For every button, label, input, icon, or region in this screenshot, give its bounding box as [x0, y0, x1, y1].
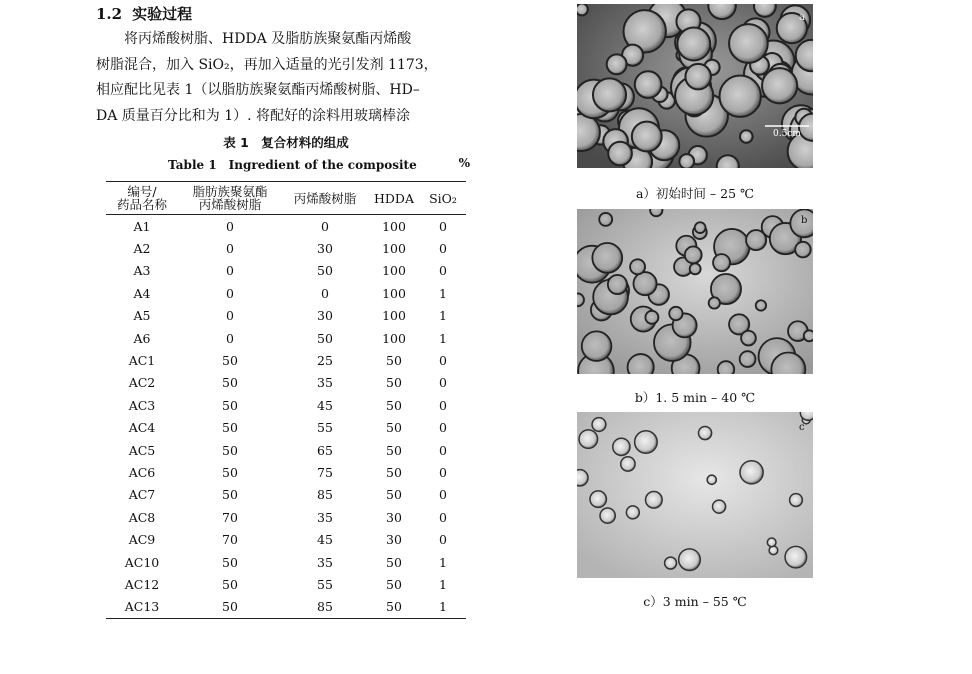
- table-cell: 0: [226, 218, 234, 234]
- table-cell: 0: [226, 308, 234, 324]
- micrograph-b: [577, 209, 813, 374]
- droplet-mark: [632, 122, 662, 152]
- figure-c-photo: [577, 412, 813, 578]
- droplet-mark: [634, 272, 657, 295]
- paragraph-line: 树脂混合，加入 SiO₂，再加入适量的光引发剂 1173，: [96, 56, 438, 73]
- droplet-mark: [804, 330, 813, 341]
- droplet-mark: [579, 430, 598, 449]
- header-sio2: SiO₂: [420, 182, 466, 215]
- droplet-mark: [698, 426, 711, 439]
- droplet-mark: [608, 275, 627, 294]
- table-cell: 50: [222, 487, 238, 503]
- droplet-mark: [635, 71, 662, 98]
- droplet-mark: [685, 64, 711, 90]
- table-caption-cn: 表 1 复合材料的组成: [223, 135, 349, 150]
- droplet-mark: [713, 500, 726, 513]
- table-cell: 100: [382, 218, 406, 234]
- droplet-mark: [650, 209, 662, 216]
- table-cell: AC7: [128, 487, 156, 503]
- table-cell: AC2: [128, 375, 156, 391]
- figure-a-photo: [577, 4, 813, 168]
- droplet-mark: [709, 297, 720, 308]
- table-header-row: [106, 182, 466, 215]
- table-cell: 50: [386, 487, 402, 503]
- table-row: [106, 327, 466, 349]
- droplet-mark: [679, 549, 701, 571]
- table-cell: A3: [133, 263, 151, 279]
- table-row: [106, 439, 466, 461]
- table-cell: 50: [386, 442, 402, 458]
- table-cell: 0: [321, 285, 329, 301]
- table-row: [106, 417, 466, 439]
- droplet-mark: [630, 259, 645, 274]
- droplet-mark: [669, 307, 682, 320]
- section-number: 1.2: [96, 5, 123, 23]
- table-cell: 1: [439, 330, 447, 346]
- panel-label-c: c: [799, 422, 805, 433]
- droplet-mark: [628, 354, 654, 374]
- table-cell: 50: [222, 375, 238, 391]
- droplet-mark: [713, 254, 730, 271]
- table-cell: 0: [226, 330, 234, 346]
- droplet-mark: [790, 494, 803, 507]
- droplet-mark: [719, 76, 760, 117]
- droplet-mark: [590, 491, 606, 507]
- droplet-mark: [690, 263, 701, 274]
- droplet-mark: [646, 492, 663, 509]
- table-row: [106, 484, 466, 506]
- droplet-mark: [762, 68, 797, 103]
- droplet-mark: [577, 4, 588, 15]
- table-cell: 50: [222, 397, 238, 413]
- droplet-mark: [729, 24, 768, 63]
- table-row: [106, 215, 466, 238]
- droplet-mark: [718, 361, 735, 374]
- figure-b-photo: [577, 209, 813, 374]
- table-cell: 50: [178, 596, 282, 619]
- table-cell: 50: [386, 375, 402, 391]
- droplet-mark: [592, 243, 622, 273]
- table-cell: AC6: [128, 464, 156, 480]
- droplet-mark: [679, 154, 694, 168]
- table-cell: 0: [439, 397, 447, 413]
- table-cell: 35: [317, 509, 333, 525]
- composition-table: [106, 181, 466, 619]
- panel-label-b: b: [801, 215, 808, 226]
- table-cell: 0: [226, 263, 234, 279]
- table-cell: 1: [439, 554, 447, 570]
- table-cell: AC5: [128, 442, 156, 458]
- droplet-mark: [677, 28, 710, 61]
- table-cell: 25: [317, 353, 333, 369]
- droplet-mark: [740, 461, 763, 484]
- table-cell: AC13: [106, 596, 178, 619]
- table-cell: 50: [317, 263, 333, 279]
- table-cell: 1: [439, 285, 447, 301]
- table-cell: 0: [439, 509, 447, 525]
- table-cell: AC10: [124, 554, 160, 570]
- table-cell: 100: [382, 241, 406, 257]
- table-cell: 0: [439, 464, 447, 480]
- table-cell: 50: [386, 464, 402, 480]
- table-cell: 75: [317, 464, 333, 480]
- table-cell: 100: [382, 285, 406, 301]
- table-cell: 50: [386, 554, 402, 570]
- header-hdda: HDDA: [368, 182, 420, 215]
- table-cell: AC1: [128, 353, 156, 369]
- table-cell: 0: [439, 218, 447, 234]
- table-row: [106, 506, 466, 528]
- droplet-mark: [754, 4, 776, 17]
- droplet-mark: [577, 293, 584, 306]
- table-unit: %: [458, 156, 470, 170]
- table-cell: 100: [382, 263, 406, 279]
- droplet-mark: [665, 557, 677, 569]
- table-cell: 50: [222, 353, 238, 369]
- droplet-mark: [592, 418, 606, 432]
- table-cell: 50: [386, 397, 402, 413]
- droplet-mark: [613, 438, 630, 455]
- header-id: 编号/ 药品名称: [106, 182, 178, 215]
- table-cell: 70: [222, 532, 238, 548]
- table-cell: 0: [439, 241, 447, 257]
- table-cell: 50: [386, 420, 402, 436]
- scale-label: 0.5cm: [773, 129, 801, 139]
- droplet-mark: [707, 475, 716, 484]
- table-cell: 50: [222, 554, 238, 570]
- table-cell: 70: [222, 509, 238, 525]
- droplet-mark: [582, 331, 612, 361]
- table-cell: 0: [439, 532, 447, 548]
- table-cell: A4: [133, 285, 151, 301]
- table-cell: 0: [439, 375, 447, 391]
- droplet-mark: [685, 247, 702, 264]
- table-cell: 65: [317, 442, 333, 458]
- figure-b-caption: b）1. 5 min – 40 ℃: [634, 390, 756, 405]
- section-heading: [96, 3, 192, 24]
- droplet-mark: [621, 457, 635, 471]
- table-cell: 0: [226, 241, 234, 257]
- droplet-mark: [746, 230, 766, 250]
- table-row: [106, 461, 466, 483]
- table-cell: 35: [317, 554, 333, 570]
- table-cell: AC4: [128, 420, 156, 436]
- table-cell: 85: [317, 487, 333, 503]
- paragraph-line: DA 质量百分比和为 1）. 将配好的涂料用玻璃棒涂: [96, 107, 411, 124]
- droplet-mark: [740, 130, 753, 143]
- table-cell: 0: [321, 218, 329, 234]
- table-cell: 85: [282, 596, 368, 619]
- table-row: [106, 394, 466, 416]
- micrograph-a: [577, 4, 813, 168]
- table-cell: 30: [317, 241, 333, 257]
- table-cell: AC12: [124, 576, 160, 592]
- droplet-mark: [769, 546, 778, 555]
- table-cell: 50: [222, 464, 238, 480]
- droplet-mark: [741, 331, 756, 346]
- table-cell: 0: [439, 420, 447, 436]
- droplet-mark: [717, 155, 739, 168]
- table-row: [106, 305, 466, 327]
- table-cell: A6: [133, 330, 151, 346]
- figure-a-caption: a）初始时间 – 25 ℃: [635, 186, 754, 201]
- micrograph-c: [577, 412, 813, 578]
- panel-label-a: a: [799, 12, 805, 23]
- droplet-mark: [795, 242, 811, 258]
- droplet-mark: [608, 142, 632, 166]
- table-cell: A2: [133, 241, 151, 257]
- table-row: [106, 596, 466, 619]
- table-cell: 50: [386, 353, 402, 369]
- droplet-mark: [645, 311, 658, 324]
- droplet-mark: [785, 546, 807, 568]
- table-cell: 100: [382, 308, 406, 324]
- droplet-mark: [577, 470, 588, 486]
- table-cell: 1: [439, 308, 447, 324]
- table-cell: A1: [133, 218, 151, 234]
- table-cell: AC3: [128, 397, 156, 413]
- table-row: [106, 282, 466, 304]
- droplet-mark: [756, 300, 766, 310]
- table-cell: 100: [382, 330, 406, 346]
- droplet-mark: [607, 54, 627, 74]
- paragraph-line: 相应配比见表 1（以脂肪族聚氨酯丙烯酸树脂、HD–: [96, 82, 420, 99]
- table-cell: 45: [317, 532, 333, 548]
- droplet-mark: [635, 431, 658, 454]
- table-row: [106, 551, 466, 573]
- table-cell: 0: [439, 353, 447, 369]
- table-cell: 30: [317, 308, 333, 324]
- table-cell: 35: [317, 375, 333, 391]
- figure-c-caption: c）3 min – 55 ℃: [643, 594, 747, 609]
- table-row: [106, 349, 466, 371]
- table-row: [106, 372, 466, 394]
- table-cell: 0: [439, 263, 447, 279]
- table-body: [106, 215, 466, 619]
- table-cell: 0: [226, 285, 234, 301]
- droplet-mark: [593, 78, 626, 111]
- table-cell: AC9: [128, 532, 156, 548]
- paragraph-line: 将丙烯酸树脂、HDDA 及脂肪族聚氨酯丙烯酸: [124, 31, 412, 47]
- table-cell: 30: [386, 532, 402, 548]
- droplet-mark: [599, 213, 612, 226]
- table-cell: 50: [222, 420, 238, 436]
- droplet-mark: [600, 508, 615, 523]
- table-cell: 50: [222, 442, 238, 458]
- table-row: [106, 260, 466, 282]
- table-cell: 1: [439, 576, 447, 592]
- table-cell: A5: [133, 308, 151, 324]
- table-cell: 50: [386, 576, 402, 592]
- header-acrylic-resin: 丙烯酸树脂: [282, 182, 368, 215]
- table-caption-en-text: Table 1 Ingredient of the composite: [168, 158, 417, 172]
- table-cell: 50: [222, 576, 238, 592]
- header-urethane-acrylate: 脂肪族聚氨酯 丙烯酸树脂: [178, 182, 282, 215]
- table-cell: 45: [317, 397, 333, 413]
- table-cell: 1: [420, 596, 466, 619]
- table-cell: 0: [439, 442, 447, 458]
- droplet-mark: [740, 351, 756, 367]
- body-paragraph: [96, 27, 476, 129]
- droplet-mark: [695, 222, 706, 233]
- section-title: 实验过程: [132, 5, 193, 23]
- droplet-mark: [767, 538, 776, 547]
- table-row: [106, 528, 466, 550]
- droplet-mark: [626, 506, 639, 519]
- table-cell: AC8: [128, 509, 156, 525]
- table-row: [106, 573, 466, 595]
- table-cell: 0: [439, 487, 447, 503]
- table-row: [106, 237, 466, 259]
- table-cell: 50: [368, 596, 420, 619]
- table-cell: 55: [317, 576, 333, 592]
- table-cell: 55: [317, 420, 333, 436]
- table-cell: 30: [386, 509, 402, 525]
- table-cell: 50: [317, 330, 333, 346]
